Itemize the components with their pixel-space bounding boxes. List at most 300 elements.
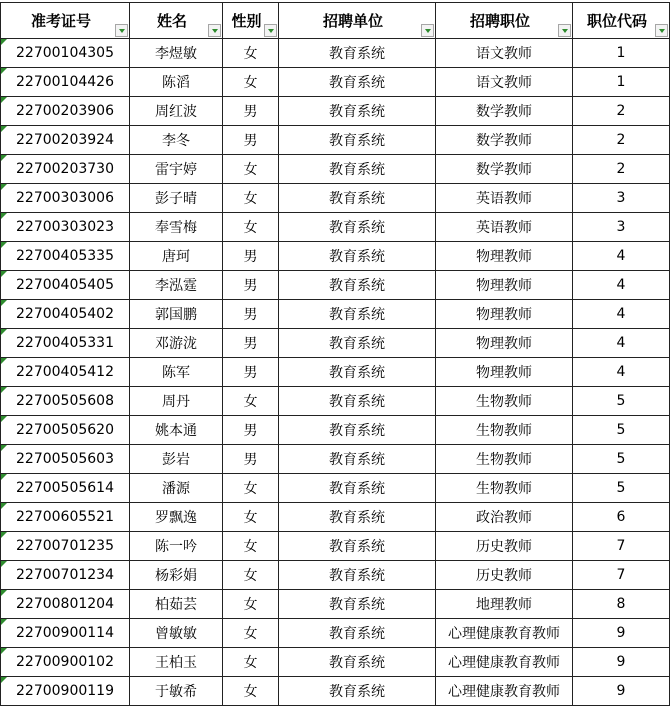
cell-gender[interactable]: [223, 474, 279, 503]
cell-position[interactable]: [436, 590, 573, 619]
cell-position-code[interactable]: [573, 126, 670, 155]
header-cell-gender[interactable]: [223, 3, 279, 39]
cell-position[interactable]: [436, 97, 573, 126]
cell-position[interactable]: [436, 184, 573, 213]
cell-text: 教育系统: [329, 684, 385, 700]
cell-text: 柏茹芸: [155, 597, 197, 613]
cell-text: 教育系统: [329, 510, 385, 526]
table-row: [1, 532, 670, 561]
cell-name[interactable]: [130, 68, 223, 97]
cell-exam-id[interactable]: [1, 590, 130, 619]
cell-text: 男: [243, 452, 258, 468]
cell-position-code[interactable]: [573, 300, 670, 329]
table-row: [1, 416, 670, 445]
cell-text: 1: [616, 74, 626, 90]
cell-exam-id[interactable]: [1, 329, 130, 358]
cell-name[interactable]: [130, 503, 223, 532]
cell-exam-id[interactable]: [1, 358, 130, 387]
table-row: [1, 39, 670, 68]
cell-unit[interactable]: [279, 184, 436, 213]
cell-exam-id[interactable]: [1, 387, 130, 416]
cell-gender[interactable]: [223, 590, 279, 619]
cell-text: 5: [616, 480, 626, 496]
cell-position[interactable]: [436, 155, 573, 184]
table-row: [1, 271, 670, 300]
cell-position[interactable]: [436, 677, 573, 706]
cell-position-code[interactable]: [573, 416, 670, 445]
cell-text: 邓游泷: [155, 336, 197, 352]
cell-text: 教育系统: [329, 568, 385, 584]
cell-text: 4: [616, 248, 626, 264]
cell-gender[interactable]: [223, 503, 279, 532]
table-row: [1, 677, 670, 706]
cell-name[interactable]: [130, 329, 223, 358]
cell-position-code[interactable]: [573, 242, 670, 271]
cell-gender[interactable]: [223, 155, 279, 184]
cell-exam-id[interactable]: [1, 97, 130, 126]
header-label: 准考证号: [30, 12, 91, 30]
cell-name[interactable]: [130, 184, 223, 213]
table-row: [1, 329, 670, 358]
cell-unit[interactable]: [279, 213, 436, 242]
cell-name[interactable]: [130, 677, 223, 706]
cell-position-code[interactable]: [573, 329, 670, 358]
cell-gender[interactable]: [223, 213, 279, 242]
cell-name[interactable]: [130, 358, 223, 387]
cell-gender[interactable]: [223, 39, 279, 68]
cell-gender[interactable]: [223, 387, 279, 416]
cell-text: 物理教师: [476, 307, 532, 323]
cell-text: 22700303006: [16, 190, 114, 206]
cell-text: 男: [243, 249, 258, 265]
cell-text: 数学教师: [476, 133, 532, 149]
cell-text: 女: [243, 684, 258, 700]
cell-name[interactable]: [130, 39, 223, 68]
table-row: [1, 590, 670, 619]
header-label: 招聘职位: [469, 12, 530, 30]
green-triangle-indicator-icon: [1, 97, 7, 103]
cell-text: 数学教师: [476, 162, 532, 178]
header-cell-position[interactable]: [436, 3, 573, 39]
cell-unit[interactable]: [279, 242, 436, 271]
cell-text: 教育系统: [329, 394, 385, 410]
cell-text: 4: [616, 364, 626, 380]
filter-dropdown-icon[interactable]: [208, 24, 221, 37]
cell-gender[interactable]: [223, 184, 279, 213]
cell-position[interactable]: [436, 532, 573, 561]
cell-position[interactable]: [436, 503, 573, 532]
cell-text: 女: [243, 75, 258, 91]
cell-unit[interactable]: [279, 97, 436, 126]
cell-text: 教育系统: [329, 597, 385, 613]
cell-text: 1: [616, 45, 626, 61]
cell-name[interactable]: [130, 97, 223, 126]
cell-text: 教育系统: [329, 46, 385, 62]
filter-dropdown-icon[interactable]: [655, 24, 668, 37]
cell-position-code[interactable]: [573, 648, 670, 677]
cell-gender[interactable]: [223, 242, 279, 271]
cell-unit[interactable]: [279, 648, 436, 677]
green-triangle-indicator-icon: [1, 677, 7, 683]
cell-text: 物理教师: [476, 249, 532, 265]
cell-text: 女: [243, 568, 258, 584]
cell-text: 22700303023: [16, 219, 114, 235]
cell-gender[interactable]: [223, 300, 279, 329]
cell-text: 唐珂: [162, 249, 190, 265]
cell-position-code[interactable]: [573, 474, 670, 503]
cell-text: 教育系统: [329, 104, 385, 120]
cell-text: 22700505614: [16, 480, 114, 496]
cell-exam-id[interactable]: [1, 561, 130, 590]
cell-gender[interactable]: [223, 68, 279, 97]
cell-text: 22700104305: [16, 45, 114, 61]
cell-position-code[interactable]: [573, 619, 670, 648]
cell-text: 教育系统: [329, 191, 385, 207]
cell-text: 2: [616, 161, 626, 177]
cell-position-code[interactable]: [573, 387, 670, 416]
cell-text: 心理健康教育教师: [448, 684, 560, 700]
table-row: [1, 68, 670, 97]
table-row: [1, 155, 670, 184]
cell-position[interactable]: [436, 271, 573, 300]
cell-position[interactable]: [436, 619, 573, 648]
cell-exam-id[interactable]: [1, 155, 130, 184]
cell-text: 22700405335: [16, 248, 114, 264]
green-triangle-indicator-icon: [1, 271, 7, 277]
cell-text: 男: [243, 104, 258, 120]
cell-text: 9: [616, 625, 626, 641]
cell-gender[interactable]: [223, 358, 279, 387]
cell-name[interactable]: [130, 416, 223, 445]
cell-gender[interactable]: [223, 329, 279, 358]
cell-unit[interactable]: [279, 619, 436, 648]
cell-name[interactable]: [130, 242, 223, 271]
cell-exam-id[interactable]: [1, 68, 130, 97]
cell-position-code[interactable]: [573, 213, 670, 242]
green-triangle-indicator-icon: [1, 561, 7, 567]
cell-text: 男: [243, 336, 258, 352]
cell-unit[interactable]: [279, 329, 436, 358]
cell-text: 22700900114: [16, 625, 114, 641]
cell-text: 22700203906: [16, 103, 114, 119]
table-row: [1, 445, 670, 474]
cell-text: 9: [616, 654, 626, 670]
cell-gender[interactable]: [223, 271, 279, 300]
cell-unit[interactable]: [279, 445, 436, 474]
cell-text: 教育系统: [329, 336, 385, 352]
cell-position[interactable]: [436, 416, 573, 445]
cell-text: 22700505608: [16, 393, 114, 409]
cell-unit[interactable]: [279, 358, 436, 387]
filter-dropdown-icon[interactable]: [558, 24, 571, 37]
cell-gender[interactable]: [223, 416, 279, 445]
cell-position-code[interactable]: [573, 561, 670, 590]
cell-text: 雷宇婷: [155, 162, 197, 178]
cell-position-code[interactable]: [573, 68, 670, 97]
cell-position[interactable]: [436, 39, 573, 68]
cell-text: 女: [243, 394, 258, 410]
cell-text: 22700104426: [16, 74, 114, 90]
cell-position[interactable]: [436, 300, 573, 329]
cell-exam-id[interactable]: [1, 184, 130, 213]
green-triangle-indicator-icon: [1, 503, 7, 509]
cell-text: 生物教师: [476, 452, 532, 468]
cell-name[interactable]: [130, 126, 223, 155]
green-triangle-indicator-icon: [1, 329, 7, 335]
table-row: [1, 561, 670, 590]
green-triangle-indicator-icon: [1, 242, 7, 248]
table-row: [1, 300, 670, 329]
cell-gender[interactable]: [223, 445, 279, 474]
cell-position[interactable]: [436, 242, 573, 271]
cell-text: 22700701234: [16, 567, 114, 583]
cell-gender[interactable]: [223, 619, 279, 648]
header-row: [1, 3, 670, 39]
cell-unit[interactable]: [279, 39, 436, 68]
cell-name[interactable]: [130, 561, 223, 590]
green-triangle-indicator-icon: [1, 445, 7, 451]
cell-text: 3: [616, 219, 626, 235]
cell-exam-id[interactable]: [1, 445, 130, 474]
cell-position-code[interactable]: [573, 503, 670, 532]
cell-text: 22700203924: [16, 132, 114, 148]
cell-name[interactable]: [130, 300, 223, 329]
cell-exam-id[interactable]: [1, 619, 130, 648]
cell-exam-id[interactable]: [1, 532, 130, 561]
cell-position[interactable]: [436, 648, 573, 677]
cell-position-code[interactable]: [573, 677, 670, 706]
cell-text: 生物教师: [476, 423, 532, 439]
cell-gender[interactable]: [223, 532, 279, 561]
green-triangle-indicator-icon: [1, 126, 7, 132]
cell-unit[interactable]: [279, 416, 436, 445]
cell-name[interactable]: [130, 387, 223, 416]
cell-text: 罗飘逸: [155, 510, 197, 526]
cell-name[interactable]: [130, 213, 223, 242]
cell-text: 女: [243, 510, 258, 526]
cell-text: 女: [243, 220, 258, 236]
cell-text: 教育系统: [329, 452, 385, 468]
cell-text: 5: [616, 422, 626, 438]
cell-exam-id[interactable]: [1, 242, 130, 271]
cell-position-code[interactable]: [573, 155, 670, 184]
cell-text: 王柏玉: [155, 655, 197, 671]
spreadsheet-table: [0, 2, 670, 706]
green-triangle-indicator-icon: [1, 590, 7, 596]
cell-text: 教育系统: [329, 365, 385, 381]
cell-text: 历史教师: [476, 568, 532, 584]
cell-name[interactable]: [130, 590, 223, 619]
cell-text: 教育系统: [329, 423, 385, 439]
cell-gender[interactable]: [223, 677, 279, 706]
cell-unit[interactable]: [279, 68, 436, 97]
cell-text: 教育系统: [329, 133, 385, 149]
cell-position-code[interactable]: [573, 358, 670, 387]
cell-text: 女: [243, 655, 258, 671]
green-triangle-indicator-icon: [1, 416, 7, 422]
cell-text: 李冬: [162, 133, 190, 149]
cell-text: 历史教师: [476, 539, 532, 555]
cell-gender[interactable]: [223, 97, 279, 126]
cell-text: 教育系统: [329, 249, 385, 265]
cell-exam-id[interactable]: [1, 503, 130, 532]
header-cell-exam-id[interactable]: [1, 3, 130, 39]
cell-position[interactable]: [436, 561, 573, 590]
cell-text: 姚本通: [155, 423, 197, 439]
cell-exam-id[interactable]: [1, 271, 130, 300]
table-row: [1, 648, 670, 677]
cell-position-code[interactable]: [573, 445, 670, 474]
cell-gender[interactable]: [223, 648, 279, 677]
cell-text: 心理健康教育教师: [448, 626, 560, 642]
cell-name[interactable]: [130, 271, 223, 300]
cell-unit[interactable]: [279, 126, 436, 155]
cell-text: 5: [616, 393, 626, 409]
cell-text: 生物教师: [476, 394, 532, 410]
cell-position-code[interactable]: [573, 184, 670, 213]
cell-unit[interactable]: [279, 677, 436, 706]
cell-unit[interactable]: [279, 271, 436, 300]
cell-exam-id[interactable]: [1, 474, 130, 503]
cell-text: 22700605521: [16, 509, 114, 525]
cell-text: 22700405402: [16, 306, 114, 322]
cell-unit[interactable]: [279, 561, 436, 590]
cell-text: 22700505603: [16, 451, 114, 467]
cell-text: 物理教师: [476, 336, 532, 352]
cell-position-code[interactable]: [573, 532, 670, 561]
cell-position-code[interactable]: [573, 39, 670, 68]
table-row: [1, 387, 670, 416]
cell-name[interactable]: [130, 532, 223, 561]
cell-text: 22700405412: [16, 364, 114, 380]
cell-text: 教育系统: [329, 655, 385, 671]
filter-dropdown-icon[interactable]: [421, 24, 434, 37]
green-triangle-indicator-icon: [1, 532, 7, 538]
cell-exam-id[interactable]: [1, 300, 130, 329]
cell-position[interactable]: [436, 68, 573, 97]
cell-text: 周红波: [155, 104, 197, 120]
cell-name[interactable]: [130, 155, 223, 184]
cell-position[interactable]: [436, 358, 573, 387]
header-cell-position-code[interactable]: [573, 3, 670, 39]
green-triangle-indicator-icon: [1, 155, 7, 161]
cell-text: 周丹: [162, 394, 190, 410]
cell-unit[interactable]: [279, 590, 436, 619]
cell-position[interactable]: [436, 474, 573, 503]
cell-text: 心理健康教育教师: [448, 655, 560, 671]
cell-text: 男: [243, 365, 258, 381]
header-label: 性别: [231, 12, 262, 30]
cell-text: 9: [616, 683, 626, 699]
header-cell-unit[interactable]: [279, 3, 436, 39]
cell-text: 陈一吟: [155, 539, 197, 555]
cell-text: 2: [616, 103, 626, 119]
cell-position[interactable]: [436, 329, 573, 358]
table-row: [1, 213, 670, 242]
cell-text: 潘源: [162, 481, 190, 497]
table-body: [1, 39, 670, 706]
cell-text: 3: [616, 190, 626, 206]
cell-name[interactable]: [130, 474, 223, 503]
green-triangle-indicator-icon: [1, 358, 7, 364]
cell-text: 22700900119: [16, 683, 114, 699]
filter-dropdown-icon[interactable]: [264, 24, 277, 37]
cell-exam-id[interactable]: [1, 213, 130, 242]
cell-text: 教育系统: [329, 278, 385, 294]
cell-unit[interactable]: [279, 387, 436, 416]
cell-text: 女: [243, 626, 258, 642]
cell-text: 数学教师: [476, 104, 532, 120]
cell-text: 教育系统: [329, 626, 385, 642]
filter-dropdown-icon[interactable]: [115, 24, 128, 37]
cell-exam-id[interactable]: [1, 39, 130, 68]
cell-text: 奉雪梅: [155, 220, 197, 236]
green-triangle-indicator-icon: [1, 474, 7, 480]
cell-text: 女: [243, 597, 258, 613]
cell-text: 教育系统: [329, 307, 385, 323]
cell-text: 女: [243, 46, 258, 62]
cell-name[interactable]: [130, 445, 223, 474]
cell-text: 22700701235: [16, 538, 114, 554]
cell-position[interactable]: [436, 387, 573, 416]
cell-position-code[interactable]: [573, 271, 670, 300]
cell-unit[interactable]: [279, 474, 436, 503]
cell-text: 李泓霆: [155, 278, 197, 294]
cell-text: 男: [243, 133, 258, 149]
green-triangle-indicator-icon: [1, 619, 7, 625]
table-row: [1, 242, 670, 271]
cell-text: 4: [616, 277, 626, 293]
cell-text: 6: [616, 509, 626, 525]
cell-text: 7: [616, 538, 626, 554]
cell-position[interactable]: [436, 445, 573, 474]
header-cell-name[interactable]: [130, 3, 223, 39]
cell-position[interactable]: [436, 126, 573, 155]
table-row: [1, 97, 670, 126]
table-row: [1, 503, 670, 532]
cell-text: 陈滔: [162, 75, 190, 91]
cell-unit[interactable]: [279, 300, 436, 329]
cell-text: 女: [243, 539, 258, 555]
cell-position-code[interactable]: [573, 590, 670, 619]
cell-gender[interactable]: [223, 126, 279, 155]
cell-exam-id[interactable]: [1, 126, 130, 155]
header-label: 职位代码: [586, 12, 647, 30]
cell-text: 陈军: [162, 365, 190, 381]
cell-exam-id[interactable]: [1, 416, 130, 445]
cell-exam-id[interactable]: [1, 648, 130, 677]
cell-unit[interactable]: [279, 532, 436, 561]
cell-text: 22700203730: [16, 161, 114, 177]
green-triangle-indicator-icon: [1, 387, 7, 393]
cell-position[interactable]: [436, 213, 573, 242]
cell-exam-id[interactable]: [1, 677, 130, 706]
cell-text: 语文教师: [476, 75, 532, 91]
cell-position-code[interactable]: [573, 97, 670, 126]
cell-text: 政治教师: [476, 510, 532, 526]
green-triangle-indicator-icon: [1, 184, 7, 190]
cell-name[interactable]: [130, 648, 223, 677]
cell-unit[interactable]: [279, 155, 436, 184]
cell-text: 22700505620: [16, 422, 114, 438]
cell-gender[interactable]: [223, 561, 279, 590]
cell-text: 7: [616, 567, 626, 583]
cell-text: 英语教师: [476, 191, 532, 207]
cell-unit[interactable]: [279, 503, 436, 532]
cell-name[interactable]: [130, 619, 223, 648]
cell-text: 2: [616, 132, 626, 148]
cell-text: 彭子晴: [155, 191, 197, 207]
